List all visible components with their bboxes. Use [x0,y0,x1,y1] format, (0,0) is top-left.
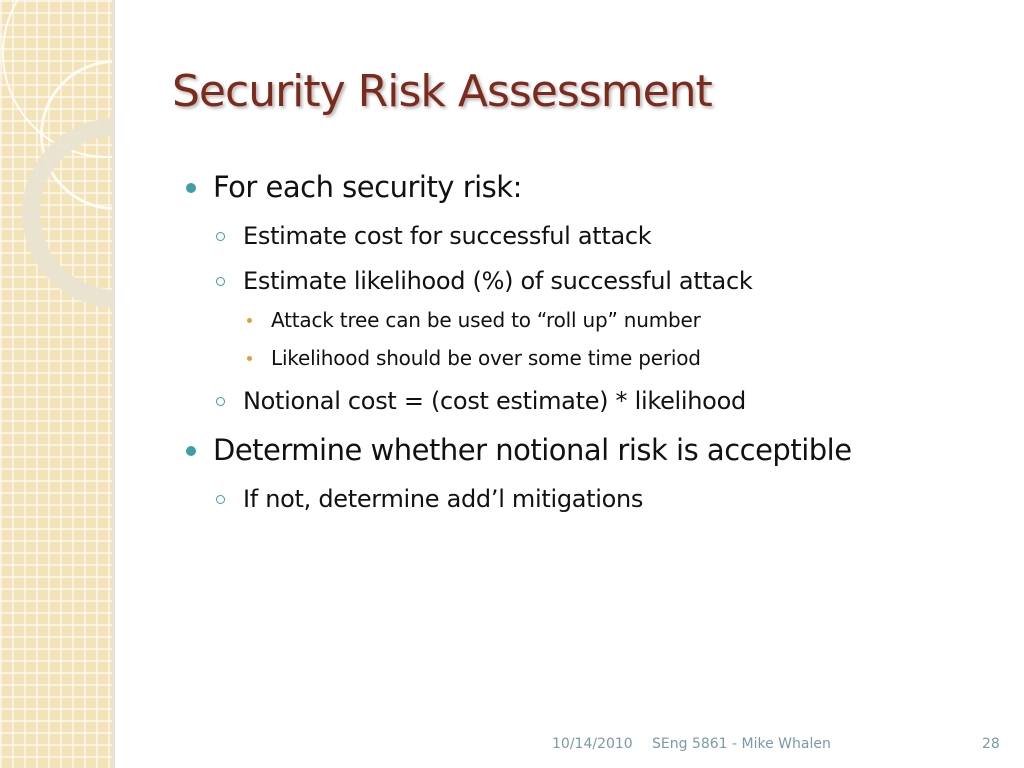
decorative-side-panel [0,0,114,768]
footer-date: 10/14/2010 [552,736,633,752]
decorative-ring [22,118,114,308]
bullet-text: Likelihood should be over some time period [271,346,701,370]
sub-bullet-item [180,387,1000,415]
hollow-circle-bullet-icon [216,495,225,504]
slide-number: 28 [982,736,1000,752]
bullet-text: Estimate likelihood (%) of successful attack [243,267,753,295]
sub-bullet-item [180,485,1000,513]
bullet-text: Attack tree can be used to “roll up” number [271,308,701,332]
sub-sub-bullet-item [180,346,1000,370]
filled-circle-bullet-icon [186,446,196,456]
hollow-circle-bullet-icon [216,397,225,406]
footer-course-info: SEng 5861 - Mike Whalen [652,736,831,752]
bullet-list [180,170,1000,513]
side-panel-divider [112,0,115,768]
bullet-text: Estimate cost for successful attack [243,222,652,250]
bullet-item [180,433,1000,467]
small-dot-bullet-icon [247,356,252,361]
bullet-text: Determine whether notional risk is acceptible [213,433,852,467]
sub-bullet-item [180,267,1000,295]
hollow-circle-bullet-icon [216,232,225,241]
filled-circle-bullet-icon [186,183,196,193]
bullet-text: For each security risk: [213,170,522,204]
slide-title: Security Risk Assessment [172,66,712,117]
sub-sub-bullet-item [180,308,1000,332]
bullet-item [180,170,1000,204]
hollow-circle-bullet-icon [216,277,225,286]
bullet-text: Notional cost = (cost estimate) * likelihood [243,387,746,415]
bullet-text: If not, determine add’l mitigations [243,485,644,513]
small-dot-bullet-icon [247,318,252,323]
sub-bullet-item [180,222,1000,250]
